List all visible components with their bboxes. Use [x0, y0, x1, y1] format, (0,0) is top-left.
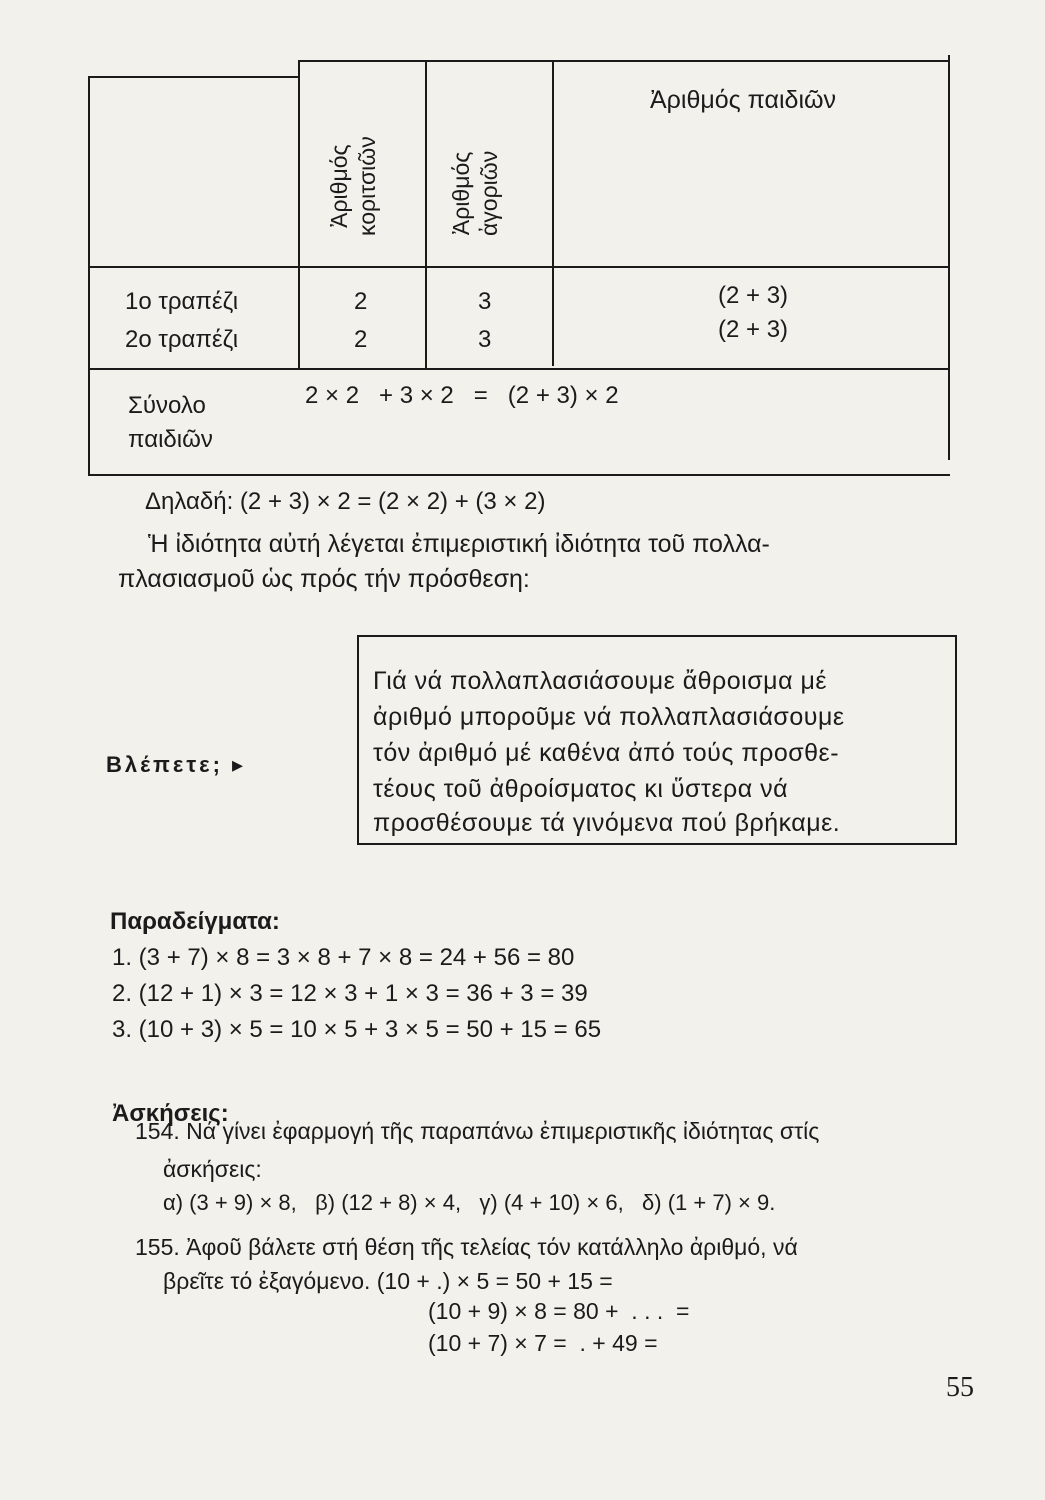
row1-boys: 3: [478, 288, 492, 315]
example-3: 3. (10 + 3) × 5 = 10 × 5 + 3 × 5 = 50 + 15 = 65: [112, 1016, 602, 1043]
header-girls: [325, 136, 381, 236]
row2-girls: 2: [354, 326, 368, 353]
total-label-line1: Σύνολο: [128, 392, 206, 419]
row1-label: 1ο τραπέζι: [125, 288, 239, 315]
property-line1: Ἡ ἰδιότητα αὐτή λέγεται ἐπιμεριστική ἰδιότητα τοῦ πολλα-: [148, 530, 770, 558]
see-label: Βλέπετε; ▸: [106, 752, 247, 777]
exercises-title: Ἀσκήσεις:: [112, 1100, 229, 1127]
exercise-154-parts: α) (3 + 9) × 8, β) (12 + 8) × 4, γ) (4 + 10) × 6, δ) (1 + 7) × 9.: [163, 1190, 776, 1215]
row2-label: 2ο τραπέζι: [125, 326, 239, 353]
rule-line2: ἀριθμό μποροῦμε νά πολλαπλασιάσουμε: [373, 703, 845, 731]
example-1: 1. (3 + 7) × 8 = 3 × 8 + 7 × 8 = 24 + 56 = 80: [112, 944, 575, 971]
row1-girls: 2: [354, 288, 368, 315]
header-girls-line1: Ἀριθμός: [326, 144, 352, 228]
row2-boys: 3: [478, 326, 492, 353]
total-label-line2: παιδιῶν: [128, 426, 213, 453]
rule-line3: τόν ἀριθμό μέ καθένα ἀπό τούς προσθε-: [373, 739, 840, 767]
exercise-155-line3: (10 + 9) × 8 = 80 + . . . =: [428, 1298, 690, 1324]
total-expression: 2 × 2 + 3 × 2 = (2 + 3) × 2: [305, 382, 619, 409]
rule-line4: τέους τοῦ ἀθροίσματος κι ὕστερα νά: [373, 775, 789, 803]
rule-line1: Γιά νά πολλαπλασιάσουμε ἄθροισμα μέ: [373, 667, 828, 695]
exercise-154-line2: ἀσκήσεις:: [163, 1156, 262, 1182]
header-boys-line2: ἀγοριῶν: [476, 150, 502, 236]
example-2: 2. (12 + 1) × 3 = 12 × 3 + 1 × 3 = 36 + 3 = 39: [112, 980, 588, 1007]
exercise-155-line2: βρεῖτε τό ἐξαγόμενο. (10 + .) × 5 = 50 + 15 =: [163, 1268, 613, 1294]
header-boys-line1: Ἀριθμός: [448, 151, 474, 236]
exercise-154-line1: 154. Νά γίνει ἐφαρμογή τῆς παραπάνω ἐπιμεριστικῆς ἰδιότητας στίς: [135, 1118, 820, 1144]
exercise-155-line4: (10 + 7) × 7 = . + 49 =: [428, 1330, 658, 1356]
row2-children: (2 + 3): [718, 316, 789, 343]
header-boys: [447, 151, 503, 236]
rule-line5: προσθέσουμε τά γινόμενα πού βρήκαμε.: [373, 809, 841, 837]
exercise-155-line1: 155. Ἀφοῦ βάλετε στή θέση τῆς τελείας τόν κατάλληλο ἀριθμό, νά: [135, 1234, 798, 1260]
that-is-equation: Δηλαδή: (2 + 3) × 2 = (2 × 2) + (3 × 2): [145, 488, 546, 515]
page-number: 55: [946, 1372, 974, 1403]
rule-box: [357, 635, 957, 845]
header-children: Ἀριθμός παιδιῶν: [650, 86, 837, 114]
examples-title: Παραδείγματα:: [110, 908, 280, 935]
header-girls-line2: κοριτσιῶν: [354, 136, 380, 236]
row1-children: (2 + 3): [718, 282, 789, 309]
property-line2: πλασιασμοῦ ὡς πρός τήν πρόσθεση:: [118, 565, 530, 593]
